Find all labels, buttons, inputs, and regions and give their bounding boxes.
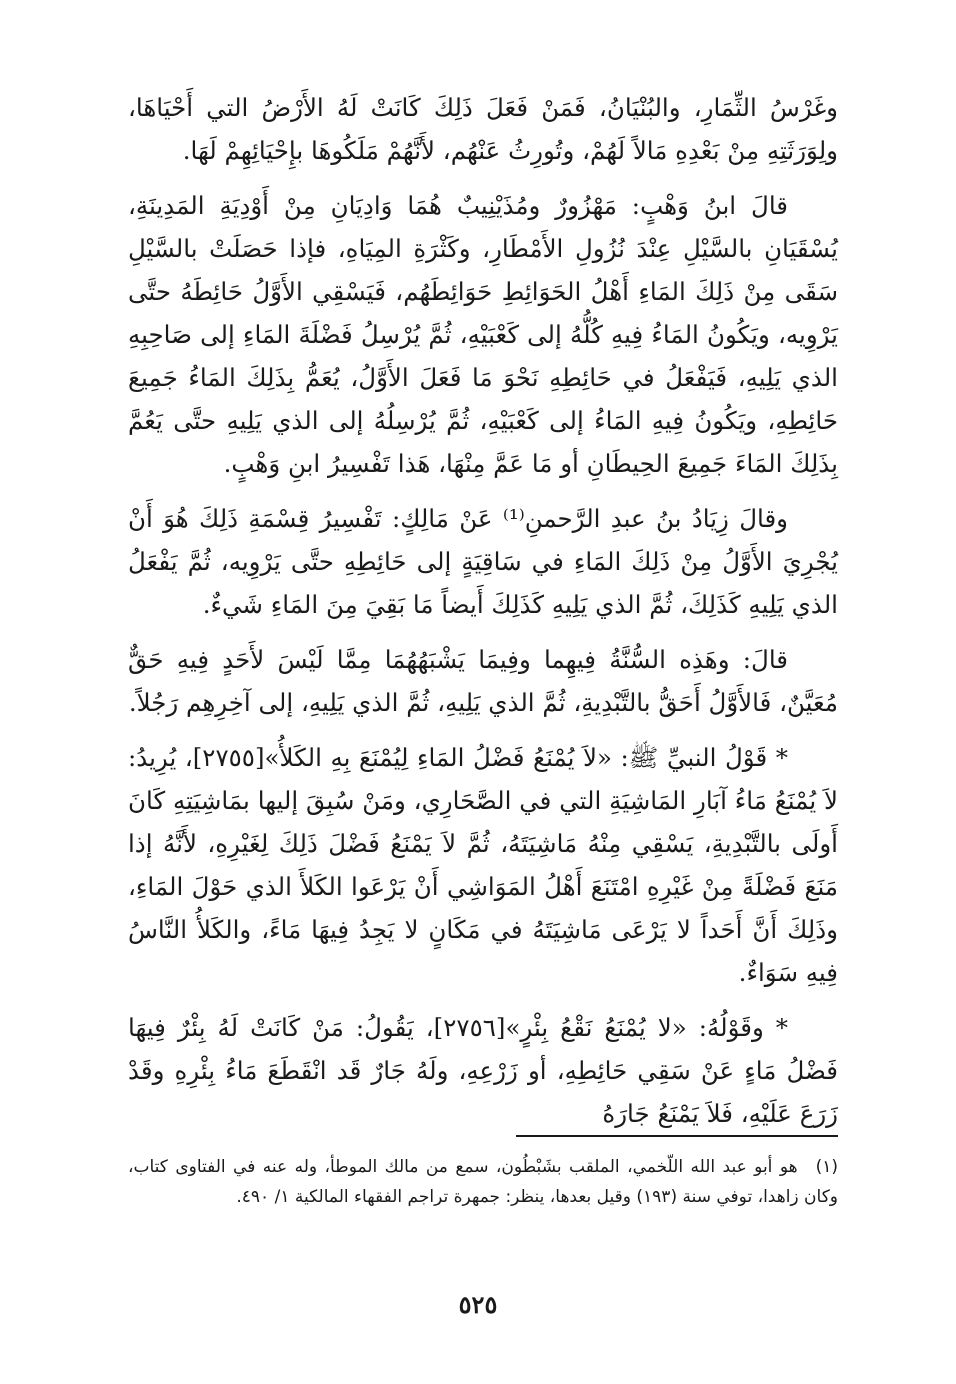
paragraph-ibn-wahb: قالَ ابنُ وَهْبٍ: مَهْزُورٌ ومُذَيْنِيبٌ هُمَا وَادِيَانِ مِنْ أَوْدِيَةِ المَدِينَةِ، يُسْقَيَانِ بالسَّيْلِ عِنْدَ نُزُولِ الأَمْطَارِ، وكَثْرَةِ المِيَاهِ، فإذا حَصَلَتْ بالسَّيْلِ سَقَى مِنْ ذَلِكَ المَاءِ أَهْلُ الحَوَائِطِ حَوَائِطَهُم، فَيَسْقِي الأَوَّلُ حَائِطَهُ حتَّى يَرْوِيه، ويَكُونُ المَاءُ فِيهِ كُلُّهُ إلى كَعْبَيْهِ، ثُمَّ يُرْسِلُ فَضْلَةَ المَاءِ إلى صَاحِبِهِ الذي يَلِيهِ، فَيَفْعَلُ في حَائِطِهِ نَحْوَ مَا فَعَلَ الأَوَّلُ، يُعَمُّ بِذَلِكَ المَاءُ جَمِيعَ حَائِطِهِ، ويَكُونُ فِيهِ المَاءُ إلى كَعْبَيْهِ، ثُمَّ يُرْسِلُهُ إلى الذي يَلِيهِ حتَّى يَعُمَّ بِذَلِكَ المَاءَ جَمِيعَ الحِيطَانِ أو مَا عَمَّ مِنْهَا، هَذا تَفْسِيرُ ابنِ وَهْبٍ. (128, 191, 838, 478)
footnote-text: هو أبو عبد الله اللّخمي، الملقب بشَبْطُون، سمع من مالك الموطأ، وله عنه في الفتاوى كتاب، وكان زاهدا، توفي سنة (١٩٣) وقيل بعدها، ينظر: جمهرة تراجم الفقهاء المالكية ١/ ٤٩٠. (128, 1157, 838, 1207)
paragraph-hadith-2755: * قَوْلُ النبيِّ ﷺ: «لاَ يُمْنَعُ فَضْلُ المَاءِ لِيُمْنَعَ بِهِ الكَلأُ»[٢٧٥٥]، يُرِيدُ: لاَ يُمْنَعُ مَاءُ آبَارِ المَاشِيَةِ التي في الصَّحَارِي، ومَنْ سُبِقَ إليها بمَاشِيَتِهِ كَانَ أَولَى بالتَّبْدِيةِ، يَسْقِي مِنْهُ مَاشِيَتَهُ، ثُمَّ لاَ يَمْنَعُ فَضْلَ ذَلِكَ لِغَيْرِهِ، لأَنَّهُ إذا مَنَعَ فَضْلَةً مِنْ غَيْرِهِ امْتَنَعَ أَهْلُ المَوَاشِي أَنْ يَرْعَوا الكَلأَ الذي حَوْلَ المَاءِ، وذَلِكَ أَنَّ أَحَداً لا يَرْعَى مَاشِيَتَهُ في مَكَانٍ لا يَجِدُ فِيهَا مَاءً، والكَلأُ النَّاسُ فِيهِ سَوَاءٌ. (128, 743, 838, 987)
paragraph-hadith-2756: * وقَوْلُهُ: «لا يُمْنَعُ نَقْعُ بِئْرٍ»[٢٧٥٦]، يَقُولُ: مَنْ كَانَتْ لَهُ بِئْرٌ فِيهَا فَضْلُ مَاءٍ عَنْ سَقِي حَائِطِهِ، أو زَرْعِهِ، ولَهُ جَارٌ قَد انْقَطَعَ مَاءُ بِئْرِهِ وقَدْ زَرَعَ عَلَيْهِ، فَلاَ يَمْنَعُ جَارَهُ (128, 1013, 838, 1128)
paragraph-ziyad: وقالَ زِيَادُ بنُ عبدِ الرَّحمنِ⁽¹⁾ عَنْ مَالِكٍ: تَفْسِيرُ قِسْمَةِ ذَلِكَ هُوَ أَنْ يُجْرِيَ الأَوَّلُ مِنْ ذَلِكَ المَاءِ في سَاقِيَةٍ إلى حَائِطِهِ حتَّى يَرْوِيه، ثُمَّ يَفْعَلُ الذي يَلِيهِ كَذَلِكَ، ثُمَّ الذي يَلِيهِ كَذَلِكَ أَيضاً مَا بَقِيَ مِنَ المَاءِ شَيءٌ. (128, 504, 838, 619)
main-text (128, 86, 838, 1147)
footnote-separator (516, 1135, 838, 1137)
paragraph-continuation: وغَرْسُ الثِّمَارِ، والبُنْيَانُ، فَمَنْ فَعَلَ ذَلِكَ كَانَتْ لَهُ الأَرْضُ التي أَحْيَاهَا، ولِوَرَثَتِهِ مِنْ بَعْدِهِ مَالاً لَهُمْ، وتُورِثُ عَنْهُم، لأَنَّهُمْ مَلَكُوهَا بإِحْيَائِهِمْ لَهَا. (128, 93, 838, 165)
paragraph-sunnah: قالَ: وهَذِه السُّنَّةُ فِيهِما وفِيمَا يَشْبَهُهُمَا مِمَّا لَيْسَ لأَحَدٍ فِيهِ حَقٌّ مُعَيَّنٌ، فَالأَوَّلُ أَحَقُّ بالتَّبْدِيةِ، ثُمَّ الذي يَلِيهِ، ثُمَّ الذي يَلِيهِ، إلى آخِرِهِم رَجُلاً. (128, 645, 838, 717)
footnote (128, 1152, 838, 1212)
page-number: ٥٢٥ (458, 1290, 498, 1319)
footnote-number: (١) (815, 1157, 838, 1177)
